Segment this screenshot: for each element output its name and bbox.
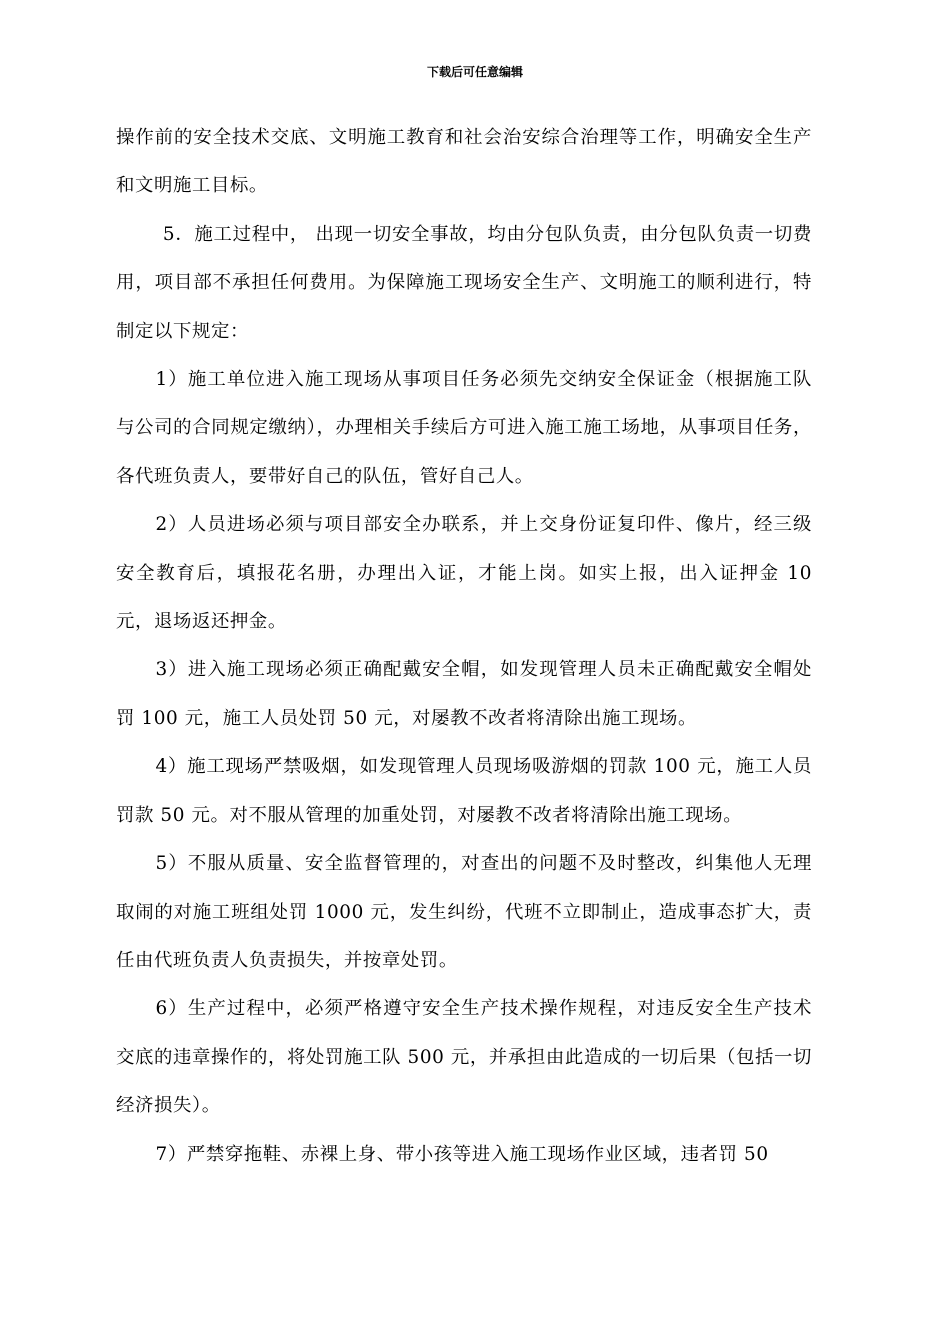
paragraph-rule-1: 1）施工单位进入施工现场从事项目任务必须先交纳安全保证金（根据施工队与公司的合同规定缴纳），办理相关手续后方可进入施工施工场地，从事项目任务，各代班负责人，要带好自己的队伍，管好自己人。 (116, 369, 812, 487)
paragraph-rule-2: 2）人员进场必须与项目部安全办联系，并上交身份证复印件、像片，经三级安全教育后，填报花名册，办理出入证，才能上岗。如实上报，出入证押金 10 元，退场返还押金。 (116, 514, 812, 633)
paragraph-item-5: 5．施工过程中， 出现一切安全事故，均由分包队负责，由分包队负责一切费用，项目部不承担任何费用。为保障施工现场安全生产、文明施工的顺利进行，特制定以下规定： (116, 223, 812, 342)
paragraph-rule-6: 6）生产过程中，必须严格遵守安全生产技术操作规程，对违反安全生产技术交底的违章操作的，将处罚施工队 500 元，并承担由此造成的一切后果（包括一切经济损失）。 (116, 998, 812, 1117)
paragraph-rule-4: 4）施工现场严禁吸烟，如发现管理人员现场吸游烟的罚款 100 元，施工人员罚款 50 元。对不服从管理的加重处罚，对屡教不改者将清除出施工现场。 (116, 756, 812, 826)
document-body (116, 114, 812, 1179)
page-header: 下载后可任意编辑 (426, 65, 523, 79)
paragraph-continuation: 操作前的安全技术交底、文明施工教育和社会治安综合治理等工作，明确安全生产和文明施工目标。 (116, 127, 812, 197)
paragraph-rule-7: 7）严禁穿拖鞋、赤裸上身、带小孩等进入施工现场作业区域，违者罚 50 (155, 1143, 769, 1165)
paragraph-rule-5: 5）不服从质量、安全监督管理的，对查出的问题不及时整改，纠集他人无理取闹的对施工班组处罚 1000 元，发生纠纷，代班不立即制止，造成事态扩大，责任由代班负责人负责损失，并按章处罚。 (116, 853, 812, 971)
paragraph-rule-3: 3）进入施工现场必须正确配戴安全帽，如发现管理人员未正确配戴安全帽处罚 100 元，施工人员处罚 50 元，对屡教不改者将清除出施工现场。 (116, 659, 812, 729)
